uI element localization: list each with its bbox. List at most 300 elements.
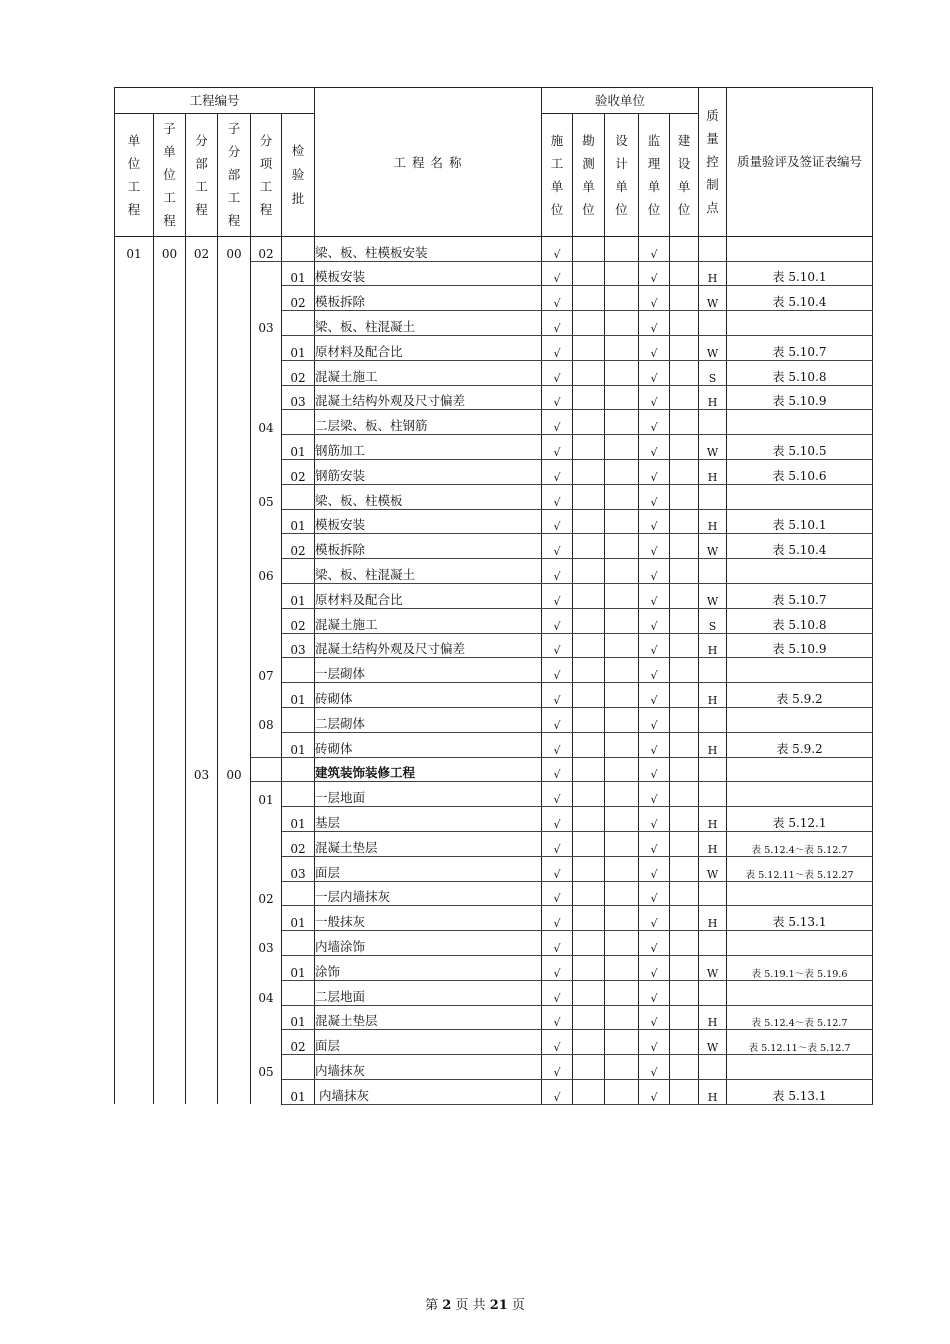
supervision-check: √: [639, 881, 670, 906]
construction-check: √: [542, 335, 573, 360]
owner-check: [670, 410, 699, 435]
subunit-code: [154, 559, 186, 584]
table-row: [115, 1055, 873, 1080]
item-code: [251, 608, 282, 633]
quality-point-cell: S: [699, 360, 727, 385]
table-row: [115, 385, 873, 410]
part-code: [186, 459, 218, 484]
table-row: [115, 831, 873, 856]
construction-check: √: [542, 955, 573, 980]
unit-code: [115, 385, 154, 410]
part-code: [186, 683, 218, 708]
part-code: [186, 807, 218, 832]
unit-code: [115, 732, 154, 757]
design-check: [605, 1030, 639, 1055]
construction-check: √: [542, 757, 573, 782]
batch-code: [282, 980, 315, 1005]
supervision-check: √: [639, 1055, 670, 1080]
header-unit-project: 单位工程: [115, 113, 154, 236]
item-code: [251, 335, 282, 360]
survey-check: [573, 906, 605, 931]
survey-check: [573, 261, 605, 286]
unit-code: [115, 1079, 154, 1104]
unit-code: [115, 335, 154, 360]
batch-code: 01: [282, 683, 315, 708]
survey-check: [573, 509, 605, 534]
quality-point-cell: [699, 980, 727, 1005]
page-footer: 第 2 页 共 21 页: [425, 1298, 525, 1313]
design-check: [605, 931, 639, 956]
subpart-code: [218, 608, 251, 633]
project-name-cell: 二层梁、板、柱钢筋: [315, 410, 542, 435]
unit-code: [115, 906, 154, 931]
header-acceptance-units: 验收单位: [542, 88, 699, 114]
table-row: [115, 931, 873, 956]
owner-check: [670, 881, 699, 906]
owner-check: [670, 1030, 699, 1055]
quality-point-cell: [699, 236, 727, 261]
subunit-code: [154, 881, 186, 906]
part-code: [186, 509, 218, 534]
quality-point-cell: [699, 484, 727, 509]
item-code: [251, 261, 282, 286]
table-row: [115, 583, 873, 608]
subpart-code: [218, 931, 251, 956]
owner-check: [670, 435, 699, 460]
subpart-code: [218, 1055, 251, 1080]
part-code: [186, 484, 218, 509]
design-check: [605, 831, 639, 856]
part-code: 03: [186, 757, 218, 782]
unit-code: [115, 782, 154, 807]
subpart-code: 00: [218, 236, 251, 261]
table-row: [115, 484, 873, 509]
survey-check: [573, 757, 605, 782]
design-check: [605, 1055, 639, 1080]
table-row: [115, 782, 873, 807]
item-code: 08: [251, 707, 282, 732]
header-construction-unit: 施工单位: [542, 113, 573, 236]
part-code: [186, 1030, 218, 1055]
owner-check: [670, 236, 699, 261]
batch-code: [282, 1055, 315, 1080]
part-code: [186, 980, 218, 1005]
form-number-cell: 表 5.19.1～表 5.19.6: [727, 955, 873, 980]
batch-code: [282, 658, 315, 683]
batch-code: 01: [282, 583, 315, 608]
form-number-cell: 表 5.12.11～表 5.12.7: [727, 1030, 873, 1055]
survey-check: [573, 385, 605, 410]
form-number-cell: [727, 658, 873, 683]
unit-code: [115, 261, 154, 286]
form-number-cell: 表 5.10.5: [727, 435, 873, 460]
supervision-check: √: [639, 1005, 670, 1030]
table-row: [115, 856, 873, 881]
design-check: [605, 1005, 639, 1030]
design-check: [605, 707, 639, 732]
form-number-cell: 表 5.10.8: [727, 360, 873, 385]
subpart-code: [218, 1079, 251, 1104]
survey-check: [573, 931, 605, 956]
survey-check: [573, 856, 605, 881]
quality-point-cell: [699, 658, 727, 683]
project-division-table: [114, 87, 873, 1105]
item-code: [251, 906, 282, 931]
project-name-cell: 混凝土施工: [315, 360, 542, 385]
quality-point-cell: H: [699, 683, 727, 708]
subpart-code: [218, 435, 251, 460]
supervision-check: √: [639, 509, 670, 534]
owner-check: [670, 906, 699, 931]
part-code: [186, 658, 218, 683]
supervision-check: √: [639, 782, 670, 807]
design-check: [605, 608, 639, 633]
quality-point-cell: S: [699, 608, 727, 633]
owner-check: [670, 1055, 699, 1080]
design-check: [605, 311, 639, 336]
design-check: [605, 435, 639, 460]
item-code: [251, 1030, 282, 1055]
owner-check: [670, 856, 699, 881]
form-number-cell: 表 5.13.1: [727, 906, 873, 931]
owner-check: [670, 261, 699, 286]
table-row: [115, 1030, 873, 1055]
supervision-check: √: [639, 335, 670, 360]
part-code: [186, 831, 218, 856]
quality-point-cell: W: [699, 955, 727, 980]
table-row: [115, 658, 873, 683]
survey-check: [573, 881, 605, 906]
form-number-cell: [727, 236, 873, 261]
design-check: [605, 757, 639, 782]
header-part-project: 分部工程: [186, 113, 218, 236]
subunit-code: [154, 509, 186, 534]
part-code: [186, 906, 218, 931]
subunit-code: [154, 955, 186, 980]
unit-code: [115, 484, 154, 509]
quality-point-cell: W: [699, 856, 727, 881]
item-code: [251, 757, 282, 782]
form-number-cell: [727, 1055, 873, 1080]
quality-point-cell: H: [699, 385, 727, 410]
survey-check: [573, 583, 605, 608]
form-number-cell: 表 5.13.1: [727, 1079, 873, 1104]
form-number-cell: [727, 757, 873, 782]
quality-point-cell: W: [699, 1030, 727, 1055]
subpart-code: [218, 360, 251, 385]
subunit-code: [154, 608, 186, 633]
subunit-code: [154, 732, 186, 757]
batch-code: 01: [282, 807, 315, 832]
quality-point-cell: W: [699, 583, 727, 608]
batch-code: 01: [282, 261, 315, 286]
subpart-code: [218, 583, 251, 608]
unit-code: [115, 583, 154, 608]
project-name-cell: 混凝土结构外观及尺寸偏差: [315, 633, 542, 658]
quality-point-cell: [699, 559, 727, 584]
subunit-code: [154, 757, 186, 782]
project-name-cell: 砖砌体: [315, 683, 542, 708]
survey-check: [573, 360, 605, 385]
subpart-code: [218, 459, 251, 484]
quality-point-cell: [699, 782, 727, 807]
owner-check: [670, 484, 699, 509]
construction-check: √: [542, 807, 573, 832]
subunit-code: [154, 1030, 186, 1055]
survey-check: [573, 707, 605, 732]
part-code: [186, 360, 218, 385]
batch-code: 01: [282, 1005, 315, 1030]
form-number-cell: 表 5.10.4: [727, 286, 873, 311]
project-name-cell: 模板拆除: [315, 534, 542, 559]
table-row: [115, 360, 873, 385]
subpart-code: [218, 683, 251, 708]
owner-check: [670, 1005, 699, 1030]
supervision-check: √: [639, 459, 670, 484]
table-row: [115, 906, 873, 931]
design-check: [605, 807, 639, 832]
design-check: [605, 732, 639, 757]
item-code: 02: [251, 881, 282, 906]
subunit-code: [154, 335, 186, 360]
batch-code: 01: [282, 1079, 315, 1104]
table-row: [115, 459, 873, 484]
table-row: [115, 732, 873, 757]
item-code: [251, 955, 282, 980]
table-row: [115, 757, 873, 782]
form-number-cell: [727, 559, 873, 584]
subpart-code: 00: [218, 757, 251, 782]
project-name-cell: 混凝土施工: [315, 608, 542, 633]
item-code: [251, 807, 282, 832]
project-name-cell: 梁、板、柱模板: [315, 484, 542, 509]
project-name-cell: 钢筋加工: [315, 435, 542, 460]
project-name-cell: 混凝土垫层: [315, 1005, 542, 1030]
survey-check: [573, 484, 605, 509]
unit-code: [115, 658, 154, 683]
table-row: [115, 1079, 873, 1104]
item-code: [251, 633, 282, 658]
table-row: [115, 435, 873, 460]
supervision-check: √: [639, 583, 670, 608]
part-code: [186, 311, 218, 336]
survey-check: [573, 311, 605, 336]
project-name-cell: 一层地面: [315, 782, 542, 807]
part-code: [186, 534, 218, 559]
project-name-cell: 二层砌体: [315, 707, 542, 732]
project-name-cell: 面层: [315, 1030, 542, 1055]
survey-check: [573, 831, 605, 856]
batch-code: [282, 236, 315, 261]
subunit-code: [154, 459, 186, 484]
subpart-code: [218, 1005, 251, 1030]
part-code: [186, 435, 218, 460]
item-code: 04: [251, 980, 282, 1005]
batch-code: [282, 881, 315, 906]
part-code: [186, 1079, 218, 1104]
part-code: [186, 385, 218, 410]
form-number-cell: 表 5.10.1: [727, 509, 873, 534]
batch-code: [282, 782, 315, 807]
design-check: [605, 509, 639, 534]
unit-code: [115, 534, 154, 559]
survey-check: [573, 435, 605, 460]
header-subpart-project: 子分部工程: [218, 113, 251, 236]
form-number-cell: 表 5.12.11～表 5.12.27: [727, 856, 873, 881]
form-number-cell: 表 5.10.6: [727, 459, 873, 484]
part-code: [186, 410, 218, 435]
form-number-cell: [727, 410, 873, 435]
table-body: [115, 236, 873, 1104]
survey-check: [573, 559, 605, 584]
item-code: 03: [251, 931, 282, 956]
supervision-check: √: [639, 559, 670, 584]
design-check: [605, 955, 639, 980]
supervision-check: √: [639, 608, 670, 633]
design-check: [605, 261, 639, 286]
subunit-code: [154, 1055, 186, 1080]
table-row: [115, 534, 873, 559]
owner-check: [670, 608, 699, 633]
subunit-code: [154, 831, 186, 856]
batch-code: [282, 311, 315, 336]
owner-check: [670, 980, 699, 1005]
supervision-check: √: [639, 707, 670, 732]
form-number-cell: 表 5.10.9: [727, 633, 873, 658]
project-name-cell: 二层地面: [315, 980, 542, 1005]
quality-point-cell: [699, 931, 727, 956]
supervision-check: √: [639, 1030, 670, 1055]
project-name-cell: 模板拆除: [315, 286, 542, 311]
subpart-code: [218, 559, 251, 584]
owner-check: [670, 385, 699, 410]
batch-code: 02: [282, 831, 315, 856]
design-check: [605, 906, 639, 931]
unit-code: [115, 1055, 154, 1080]
supervision-check: √: [639, 831, 670, 856]
form-number-cell: 表 5.10.8: [727, 608, 873, 633]
form-number-cell: [727, 311, 873, 336]
project-name-cell: 涂饰: [315, 955, 542, 980]
subpart-code: [218, 335, 251, 360]
quality-point-cell: [699, 757, 727, 782]
part-code: [186, 261, 218, 286]
construction-check: √: [542, 980, 573, 1005]
part-code: [186, 583, 218, 608]
batch-code: 01: [282, 955, 315, 980]
quality-point-cell: H: [699, 261, 727, 286]
construction-check: √: [542, 583, 573, 608]
unit-code: [115, 757, 154, 782]
supervision-check: √: [639, 360, 670, 385]
unit-code: [115, 856, 154, 881]
unit-code: [115, 980, 154, 1005]
supervision-check: √: [639, 311, 670, 336]
subunit-code: [154, 1079, 186, 1104]
subpart-code: [218, 410, 251, 435]
batch-code: 02: [282, 459, 315, 484]
survey-check: [573, 955, 605, 980]
form-number-cell: [727, 931, 873, 956]
survey-check: [573, 658, 605, 683]
owner-check: [670, 757, 699, 782]
quality-point-cell: [699, 707, 727, 732]
project-name-cell: 混凝土结构外观及尺寸偏差: [315, 385, 542, 410]
design-check: [605, 881, 639, 906]
quality-point-cell: H: [699, 459, 727, 484]
construction-check: √: [542, 410, 573, 435]
construction-check: √: [542, 1005, 573, 1030]
subpart-code: [218, 856, 251, 881]
batch-code: 01: [282, 732, 315, 757]
supervision-check: √: [639, 856, 670, 881]
supervision-check: √: [639, 236, 670, 261]
header-subunit-project: 子单位工程: [154, 113, 186, 236]
item-code: [251, 286, 282, 311]
subpart-code: [218, 286, 251, 311]
document-page: [114, 87, 872, 1105]
supervision-check: √: [639, 931, 670, 956]
form-number-cell: 表 5.10.9: [727, 385, 873, 410]
quality-point-cell: H: [699, 831, 727, 856]
project-name-cell: 模板安装: [315, 261, 542, 286]
subunit-code: [154, 683, 186, 708]
subpart-code: [218, 980, 251, 1005]
subpart-code: [218, 261, 251, 286]
project-name-cell: 一般抹灰: [315, 906, 542, 931]
supervision-check: √: [639, 633, 670, 658]
table-row: [115, 286, 873, 311]
owner-check: [670, 658, 699, 683]
construction-check: √: [542, 559, 573, 584]
item-code: [251, 1005, 282, 1030]
unit-code: [115, 633, 154, 658]
header-supervision-unit: 监理单位: [639, 113, 670, 236]
design-check: [605, 484, 639, 509]
project-name-cell: 砖砌体: [315, 732, 542, 757]
table-row: [115, 1005, 873, 1030]
item-code: [251, 683, 282, 708]
unit-code: [115, 286, 154, 311]
page-number: 2: [442, 1298, 452, 1313]
quality-point-cell: [699, 881, 727, 906]
subunit-code: [154, 534, 186, 559]
batch-code: 02: [282, 286, 315, 311]
supervision-check: √: [639, 484, 670, 509]
owner-check: [670, 732, 699, 757]
subunit-code: [154, 484, 186, 509]
supervision-check: √: [639, 261, 670, 286]
table-row: [115, 311, 873, 336]
subunit-code: [154, 906, 186, 931]
table-row: [115, 608, 873, 633]
form-number-cell: 表 5.12.4～表 5.12.7: [727, 831, 873, 856]
item-code: [251, 856, 282, 881]
project-name-cell: 混凝土垫层: [315, 831, 542, 856]
form-number-cell: [727, 484, 873, 509]
form-number-cell: 表 5.10.4: [727, 534, 873, 559]
subunit-code: [154, 311, 186, 336]
form-number-cell: [727, 707, 873, 732]
part-code: [186, 782, 218, 807]
unit-code: [115, 881, 154, 906]
construction-check: √: [542, 856, 573, 881]
table-row: [115, 980, 873, 1005]
quality-point-cell: [699, 311, 727, 336]
table-row: [115, 261, 873, 286]
batch-code: 02: [282, 360, 315, 385]
item-code: 07: [251, 658, 282, 683]
